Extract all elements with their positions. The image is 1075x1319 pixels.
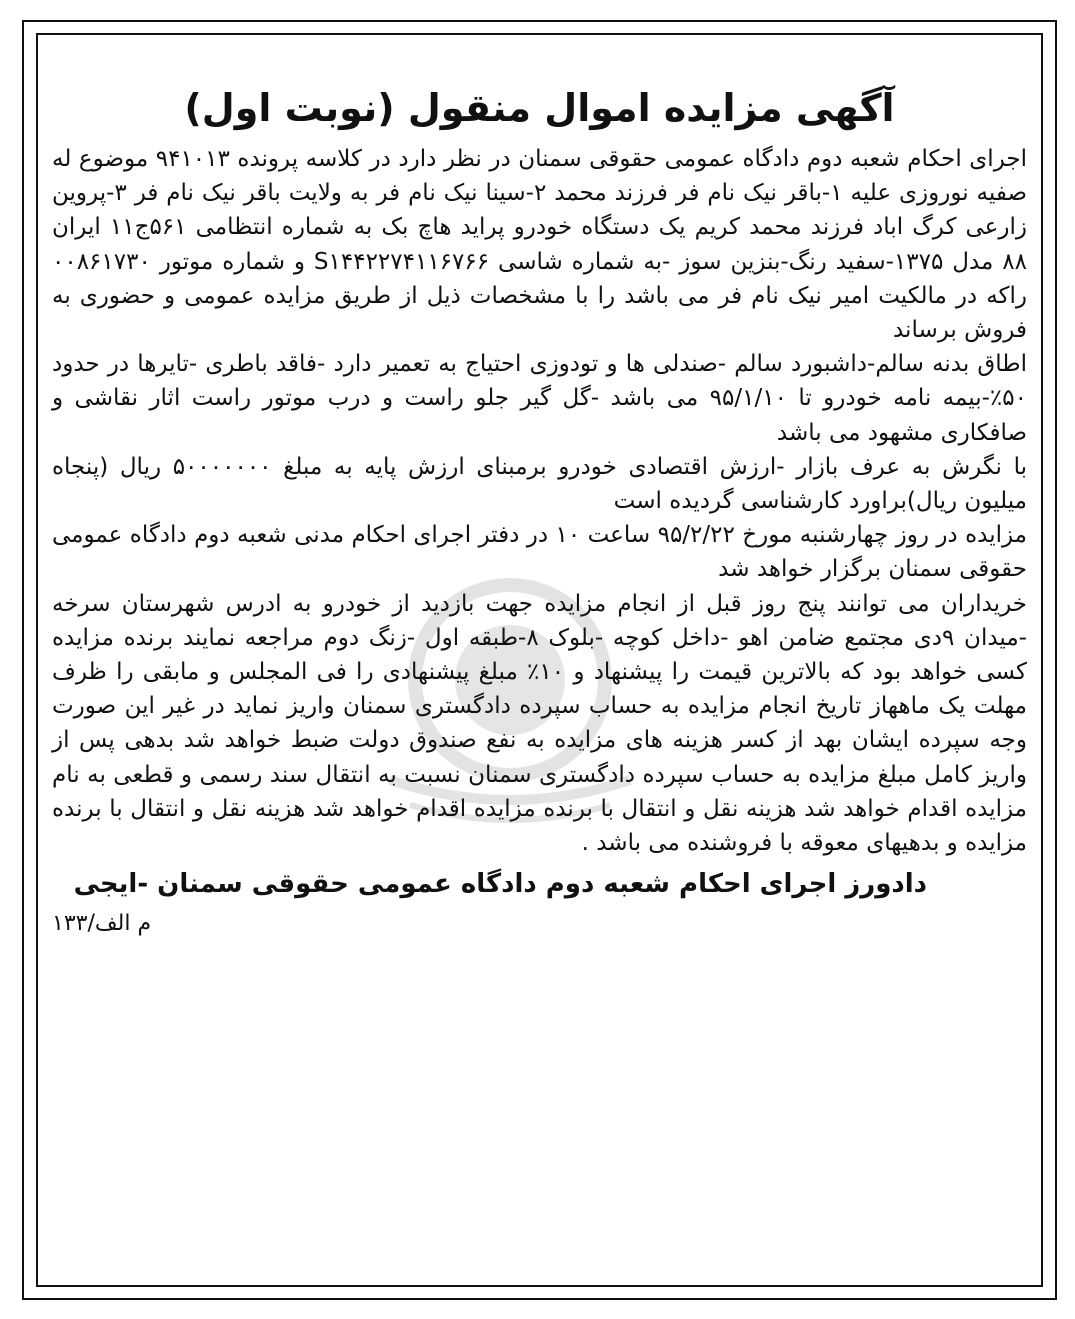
paragraph-base-price: با نگرش به عرف بازار -ارزش اقتصادی خودرو برمبنای ارزش پایه به مبلغ ۵۰۰۰۰۰۰۰ ریال (پنجاه میلیون ریال)براورد کارشناسی گردیده است — [52, 453, 1027, 515]
notice-content — [52, 78, 1027, 942]
paragraph-vehicle-condition: اطاق بدنه سالم-داشبورد سالم -صندلی ها و تودوزی احتیاج به تعمیر دارد -فاقد باطری -تایرها در حدود ۵۰٪-بیمه نامه خودرو تا ۹۵/۱/۱۰ می باشد -گل گیر جلو راست و درب موتور راست اثار نقاشی و صافکاری مشهود می باشد — [52, 351, 1027, 446]
reference-code: م الف/۱۳۳ — [52, 911, 152, 937]
paragraph-auction-subject: اجرای احکام شعبه دوم دادگاه عمومی حقوقی سمنان در نظر دارد در کلاسه پرونده ۹۴۱۰۱۳ موضوع له صفیه نوروزی علیه ۱-باقر نیک نام فر فرزند محمد ۲-سینا نیک نام فر به ولایت باقر نیک نام فر ۳-پروین زارعی کرگ اباد فرزند محمد کریم یک دستگاه خودرو پراید هاچ بک به شماره انتظامی ۵۶۱ج۱۱ ایران ۸۸ مدل ۱۳۷۵-سفید رنگ-بنزین سوز -به شماره شاسی S۱۴۴۲۲۷۴۱۱۶۷۶۶ و شماره موتور ۰۰۸۶۱۷۳۰ راکه در مالکیت امیر نیک نام فر می باشد را با مشخصات ذیل از طریق مزایده عمومی و حضوری به فروش برساند — [52, 146, 1028, 344]
signature: دادورز اجرای احکام شعبه دوم دادگاه عمومی حقوقی سمنان -ایجی — [73, 869, 927, 900]
paragraph-buyer-terms: خریداران می توانند پنج روز قبل از انجام مزایده جهت بازدید از خودرو به ادرس شهرستان سرخه -میدان ۹دی مجتمع ضامن اهو -داخل کوچه -بلوک ۸-طبقه اول -زنگ دوم مراجعه نمایند برنده مزایده کسی خواهد بود که بالاترین قیمت را پیشنهاد و ۱۰٪ مبلغ پیشنهادی را فی المجلس و مابقی را ظرف مهلت یک ماههاز تاریخ انجام مزایده به حساب سپرده دادگستری سمنان واریز نماید در غیر این صورت وجه سپرده ایشان بهد از کسر هزینه های مزایده به نفع صندوق دولت ضبط خواهد شد بدهی پس از واریز کامل مبلغ مزایده به حساب سپرده دادگستری سمنان نسبت به انتقال سند رسمی و قطعی به نام مزایده اقدام خواهد شد هزینه نقل و انتقال با برنده مزایده اقدام خواهد شد هزینه نقل و انتقال با برنده مزایده و بدهیهای معوقه با فروشنده می باشد . — [52, 590, 1027, 857]
notice-title: آگهی مزایده اموال منقول (نوبت اول) — [184, 86, 895, 130]
paragraph-auction-date: مزایده در روز چهارشنبه مورخ ۹۵/۲/۲۲ ساعت ۱۰ در دفتر اجرای احکام مدنی شعبه دوم دادگاه عمومی حقوقی سمنان برگزار خواهد شد — [52, 522, 1027, 583]
